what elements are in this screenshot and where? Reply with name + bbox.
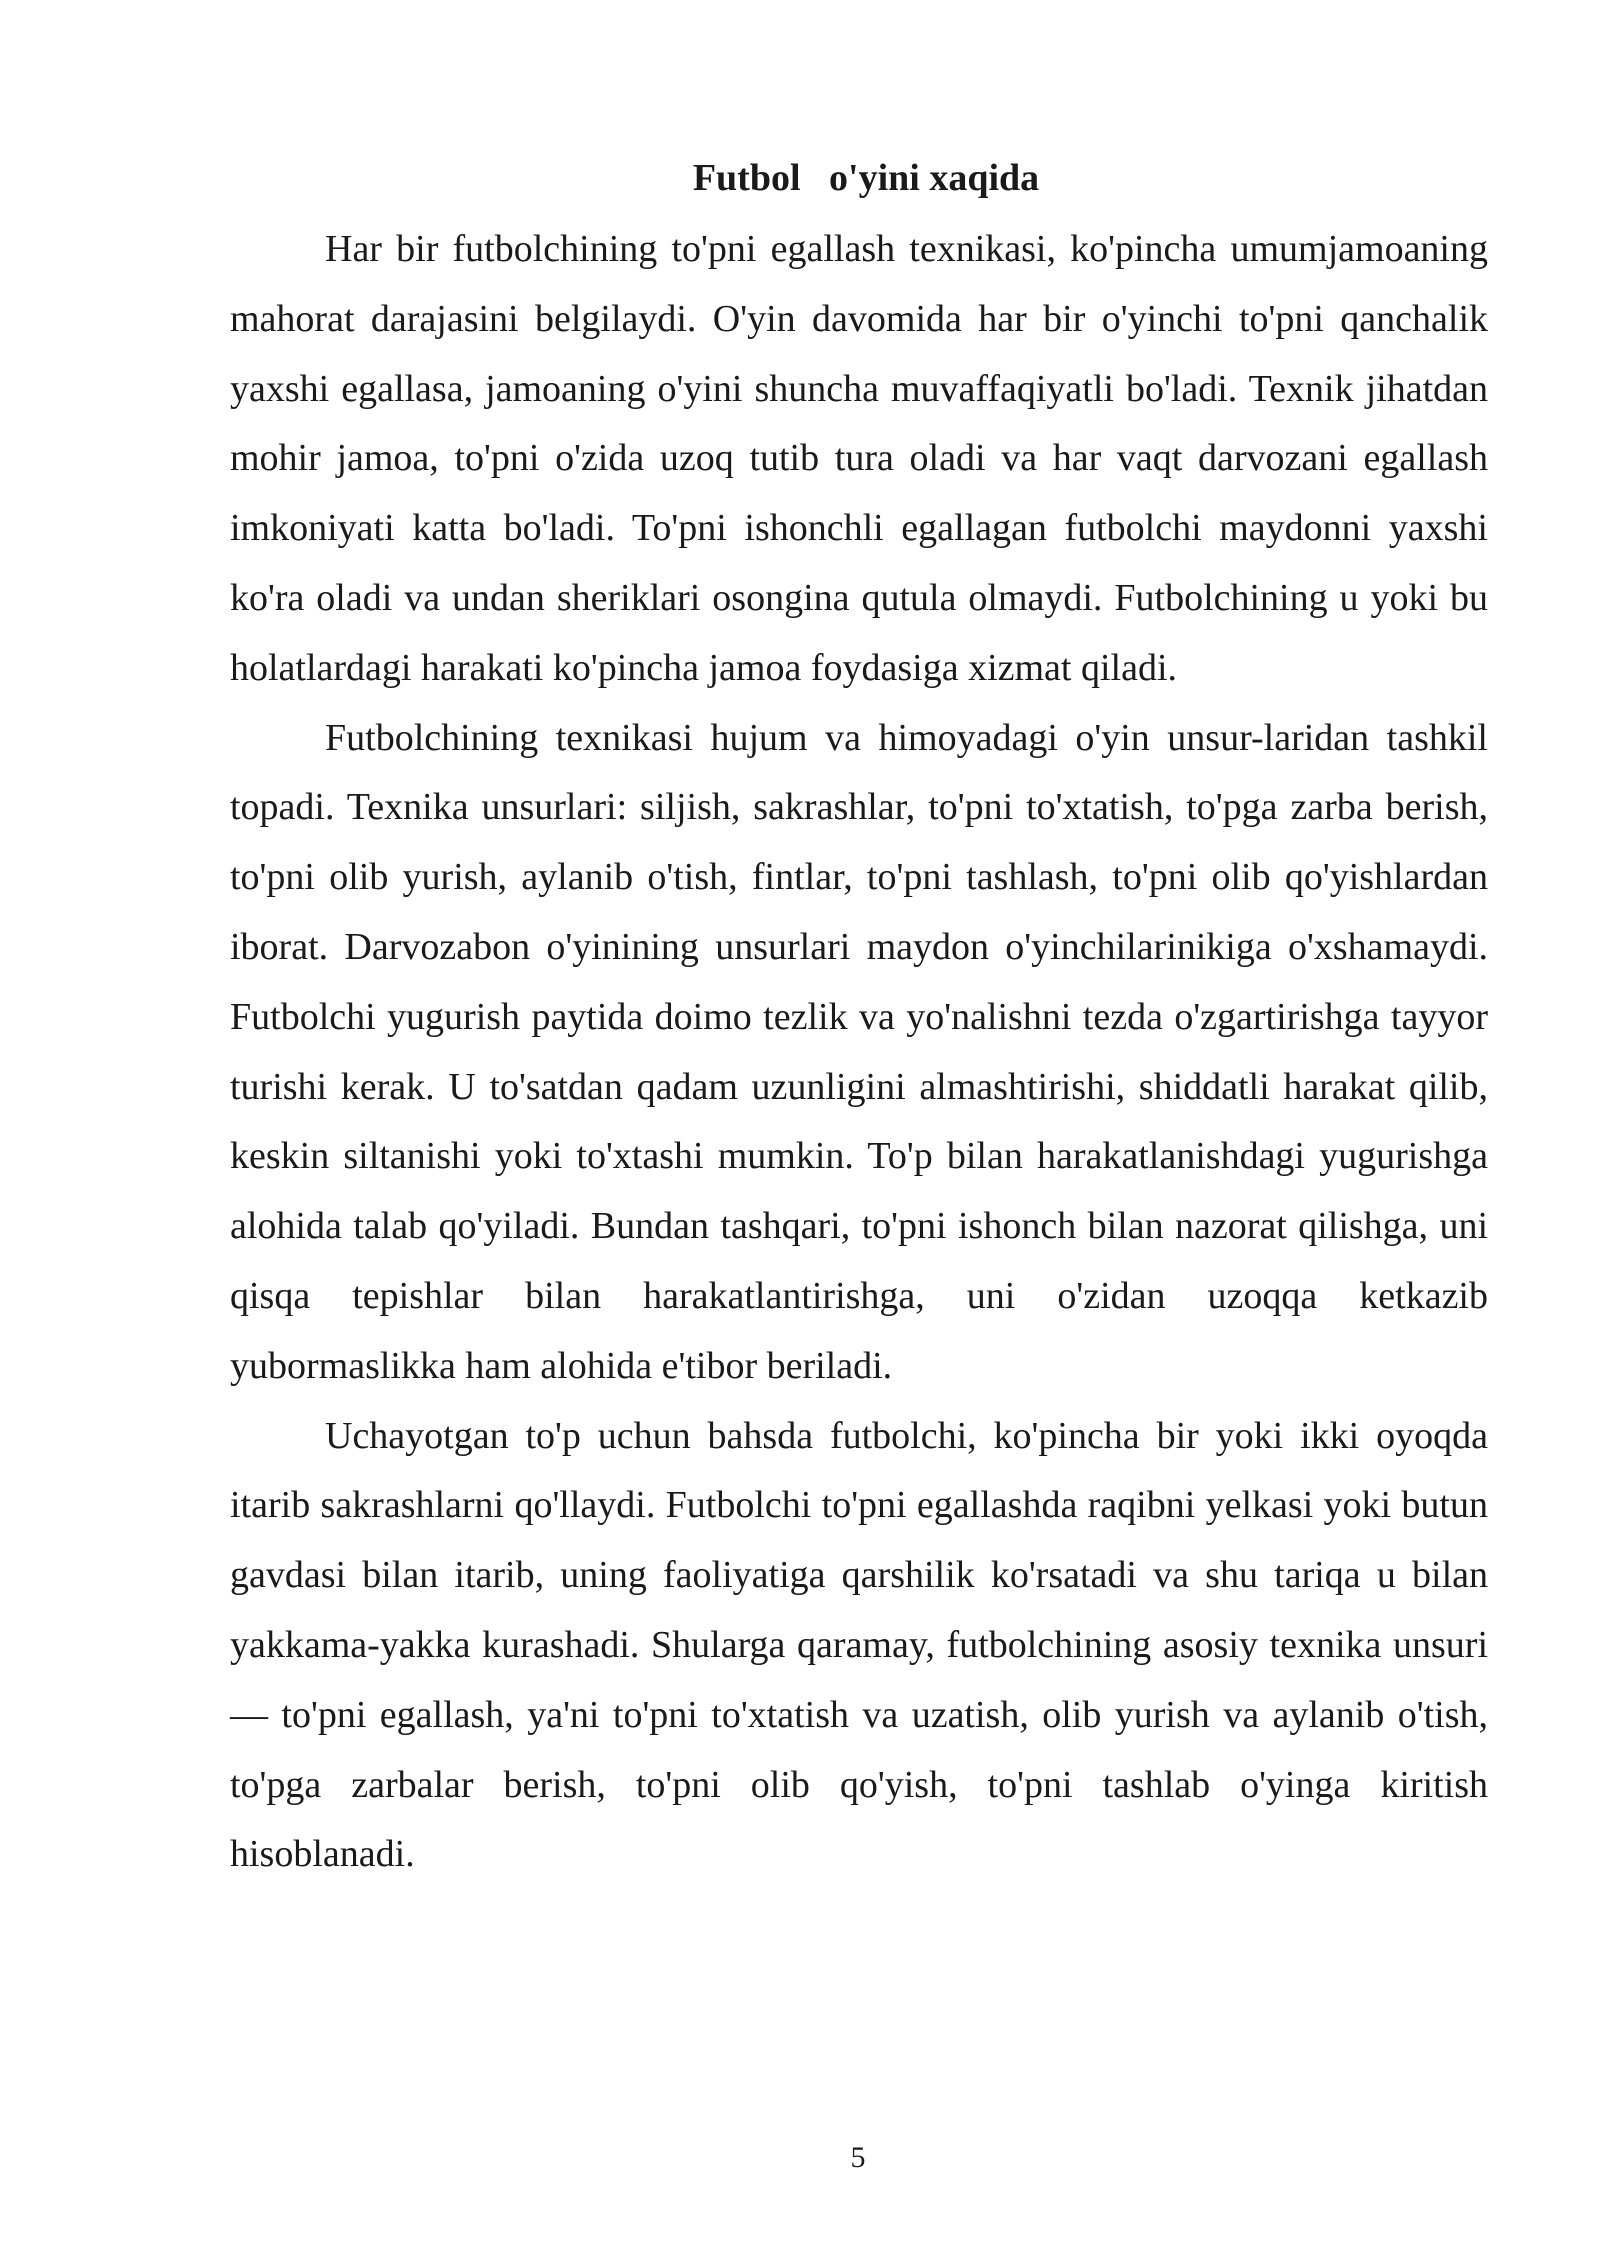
page-title: Futbol o'yini xaqida: [692, 157, 1040, 199]
document-body: [230, 148, 1488, 1890]
paragraph-2: Futbolchining texnikasi hujum va himoyadagi o'yin unsur-laridan tashkil topadi. Texnika unsurlari: siljish, sakrashlar, to'pni to'xtatish, to'pga zarba berish, to'pni olib yurish, aylanib o'tish, fintlar, to'pni tashlash, to'pni olib qo'yishlardan iborat. Darvozabon o'yinining unsurlari maydon o'yinchilarinikiga o'xshamaydi. Futbolchi yugurish paytida doimo tezlik va yo'nalishni tezda o'zgartirishga tayyor turishi kerak. U to'satdan qadam uzunligini almashtirishi, shiddatli harakat qilib, keskin siltanishi yoki to'xtashi mumkin. To'p bilan harakatlanishdagi yugurishga alohida talab qo'yiladi. Bundan tashqari, to'pni ishonch bilan nazorat qilishga, uni qisqa tepishlar bilan harakatlantirishga, uni o'zidan uzoqqa ketkazib yubormaslikka ham alohida e'tibor beriladi.: [230, 716, 1488, 1387]
paragraph-1: Har bir futbolchining to'pni egallash texnikasi, ko'pincha umumjamoaning mahorat darajasini belgilaydi. O'yin davomida har bir o'yinchi to'pni qanchalik yaxshi egallasa, jamoaning o'yini shuncha muvaffaqiyatli bo'ladi. Texnik jihatdan mohir jamoa, to'pni o'zida uzoq tutib tura oladi va har vaqt darvozani egallash imkoniyati katta bo'ladi. To'pni ishonchli egallagan futbolchi maydonni yaxshi ko'ra oladi va undan sheriklari osongina qutula olmaydi. Futbolchining u yoki bu holatlardagi harakati ko'pincha jamoa foydasiga xizmat qiladi.: [230, 228, 1488, 689]
paragraph-3: Uchayotgan to'p uchun bahsda futbolchi, ko'pincha bir yoki ikki oyoqda itarib sakrashlarni qo'llaydi. Futbolchi to'pni egallashda raqibni yelkasi yoki butun gavdasi bilan itarib, uning faoliyatiga qarshilik ko'rsatadi va shu tariqa u bilan yakkama-yakka kurashadi. Shularga qaramay, futbolchining asosiy texnika unsuri — to'pni egallash, ya'ni to'pni to'xtatish va uzatish, olib yurish va aylanib o'tish, to'pga zarbalar berish, to'pni olib qo'yish, to'pni tashlab o'yinga kiritish hisoblanadi.: [230, 1414, 1488, 1876]
page-number: 5: [850, 2141, 866, 2174]
